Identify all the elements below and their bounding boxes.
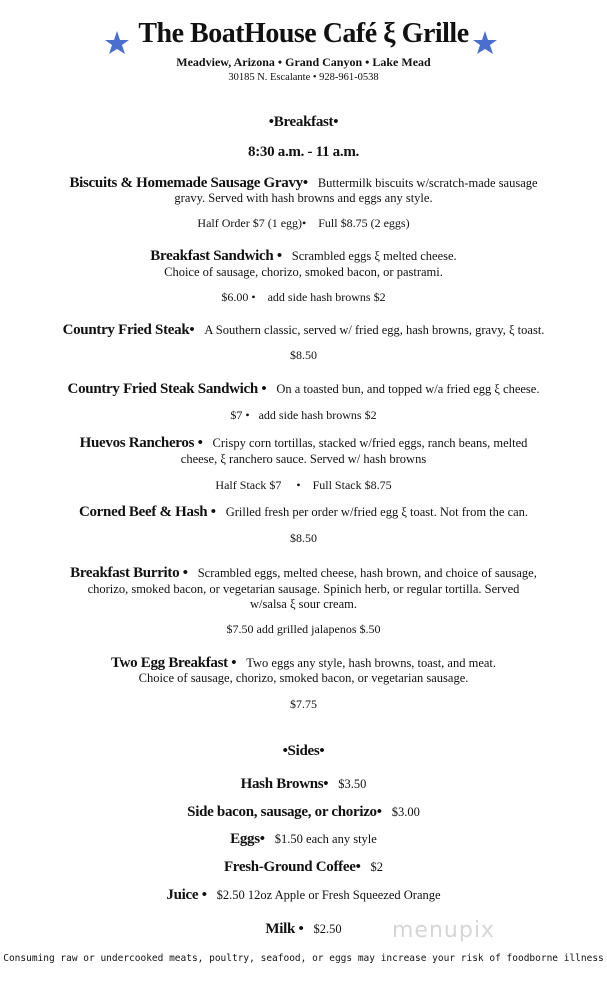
item-name: Country Fried Steak•	[62, 322, 195, 338]
sides-heading: •Sides•	[282, 743, 325, 759]
item-desc: Choice of sausage, chorizo, smoked bacon, or pastrami.	[164, 265, 443, 279]
side-price: $1.50 each any style	[274, 832, 377, 846]
health-disclaimer: Consuming raw or undercooked meats, poultry, seafood, or eggs may increase your risk of foodborne illness	[3, 953, 604, 964]
side-price: $3.50	[338, 777, 367, 791]
side-item	[0, 921, 607, 937]
item-price: $8.50	[290, 531, 317, 545]
side-name: Milk •	[265, 921, 304, 937]
item-desc: Buttermilk biscuits w/scratch-made sausage	[317, 176, 538, 190]
side-name: Side bacon, sausage, or chorizo•	[187, 804, 382, 820]
locations: Meadview, Arizona • Grand Canyon • Lake Mead	[176, 55, 431, 69]
side-item	[0, 776, 607, 792]
item-price: $6.00 • add side hash browns $2	[221, 290, 386, 304]
item-name: Huevos Rancheros •	[79, 435, 203, 451]
side-item	[0, 831, 607, 847]
side-item	[0, 859, 607, 875]
item-price: $7.50 add grilled jalapenos $.50	[226, 622, 381, 636]
item-desc: gravy. Served with hash browns and eggs any style.	[174, 191, 433, 205]
side-item	[0, 804, 607, 820]
item-name: Two Egg Breakfast •	[110, 655, 237, 671]
item-price: $7.75	[290, 697, 317, 711]
side-item	[0, 887, 607, 903]
breakfast-hours: 8:30 a.m. - 11 a.m.	[248, 144, 359, 160]
item-name: Breakfast Burrito •	[70, 565, 188, 581]
item-desc: A Southern classic, served w/ fried egg, hash browns, gravy, ξ toast.	[204, 323, 545, 337]
side-price: $3.00	[391, 805, 420, 819]
address: 30185 N. Escalante • 928-961-0538	[228, 72, 379, 83]
item-price: Half Stack $7 • Full Stack $8.75	[215, 478, 392, 492]
item-desc: cheese, ξ ranchero sauce. Served w/ hash browns	[180, 452, 427, 466]
item-desc: Scrambled eggs, melted cheese, hash brown, and choice of sausage,	[197, 566, 537, 580]
item-name: Corned Beef & Hash •	[78, 504, 216, 520]
item-desc: Grilled fresh per order w/fried egg ξ toast. Not from the can.	[225, 505, 529, 519]
item-desc: w/salsa ξ sour cream.	[250, 597, 357, 611]
item-price: $8.50	[290, 348, 317, 362]
item-price: Half Order $7 (1 egg)• Full $8.75 (2 eggs)	[197, 216, 410, 230]
item-desc: Choice of sausage, chorizo, smoked bacon, or vegetarian sausage.	[138, 671, 469, 685]
side-price: $2	[370, 860, 384, 874]
breakfast-heading: •Breakfast•	[268, 114, 339, 130]
item-name: Breakfast Sandwich •	[150, 248, 282, 264]
item-name: Biscuits & Homemade Sausage Gravy•	[69, 175, 308, 191]
side-name: Fresh-Ground Coffee•	[223, 859, 361, 875]
item-desc: Two eggs any style, hash browns, toast, and meat.	[246, 656, 497, 670]
item-desc: Crispy corn tortillas, stacked w/fried eggs, ranch beans, melted	[212, 436, 528, 450]
side-price: $2.50	[313, 922, 342, 936]
side-name: Eggs•	[230, 831, 265, 847]
restaurant-title: The BoatHouse Café ξ Grille	[138, 18, 469, 49]
side-name: Juice •	[166, 887, 207, 903]
side-price: $2.50 12oz Apple or Fresh Squeezed Orange	[216, 888, 441, 902]
item-desc: chorizo, smoked bacon, or vegetarian sausage. Spinich herb, or regular tortilla. Served	[87, 582, 520, 596]
item-desc: On a toasted bun, and topped w/a fried egg ξ cheese.	[276, 382, 540, 396]
item-price: $7 • add side hash browns $2	[230, 408, 377, 422]
side-name: Hash Browns•	[240, 776, 329, 792]
item-name: Country Fried Steak Sandwich •	[67, 381, 267, 397]
item-desc: Scrambled eggs ξ melted cheese.	[291, 249, 457, 263]
watermark: menupix	[392, 918, 495, 943]
